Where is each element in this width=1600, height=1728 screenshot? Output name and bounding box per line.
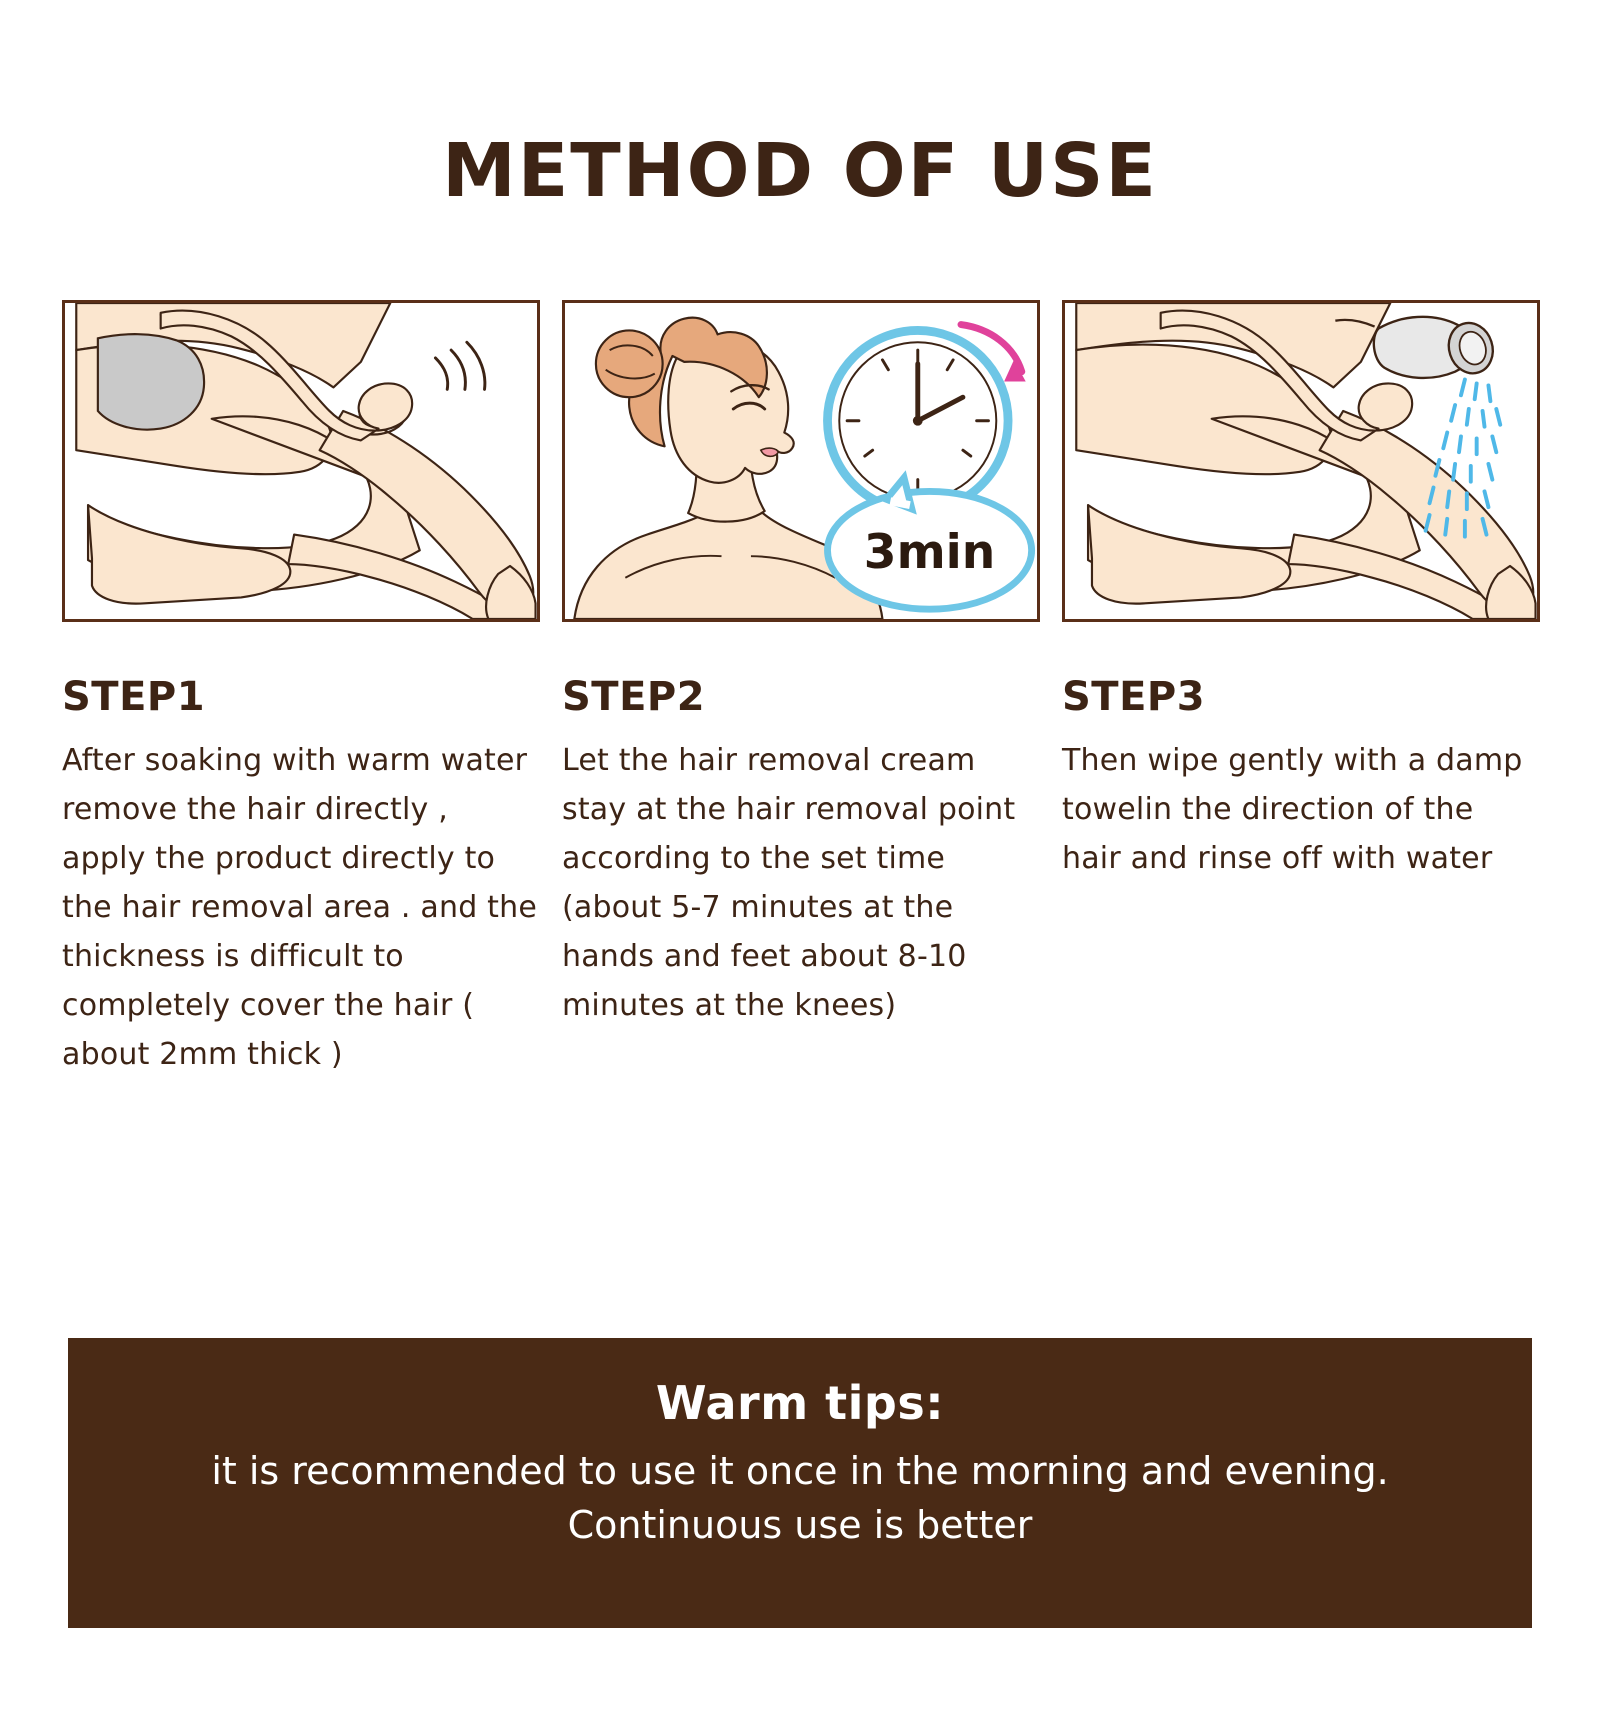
step1-label: STEP1 [62,674,206,720]
clock-time-label: 3min [863,524,996,580]
step-column-1 [62,300,540,1079]
step3-label: STEP3 [1062,674,1206,720]
step2-label: STEP2 [562,674,706,720]
step2-figure [562,300,1040,622]
step3-figure [1062,300,1540,622]
woman-waiting-with-clock-illustration [565,303,1037,619]
page-title: METHOD OF USE [442,128,1158,214]
warm-tips-title: Warm tips: [655,1376,945,1430]
step2-text: Let the hair removal cream stay at the hair removal point according to the set time (about 5-7 minutes at the hands and feet about 8-10 minutes at the knees) [562,743,1016,1023]
step1-figure [62,300,540,622]
step1-text: After soaking with warm water remove the hair directly , apply the product directly to the hair removal area . and the thickness is difficult to completely cover the hair ( about 2mm thick ) [62,743,538,1072]
woman-applying-cream-to-leg-illustration [65,303,537,619]
step-column-2 [562,300,1040,1079]
warm-tips-body: it is recommended to use it once in the morning and evening. Continuous use is better [211,1449,1389,1547]
woman-rinsing-leg-with-shower-illustration [1065,303,1537,619]
steps-row [62,300,1538,1079]
step-column-3 [1062,300,1540,1079]
method-of-use-page [0,128,1600,1728]
warm-tips-banner [68,1338,1532,1628]
motion-lines [435,342,484,389]
step3-text: Then wipe gently with a damp towelin the direction of the hair and rinse off with water [1062,743,1523,876]
